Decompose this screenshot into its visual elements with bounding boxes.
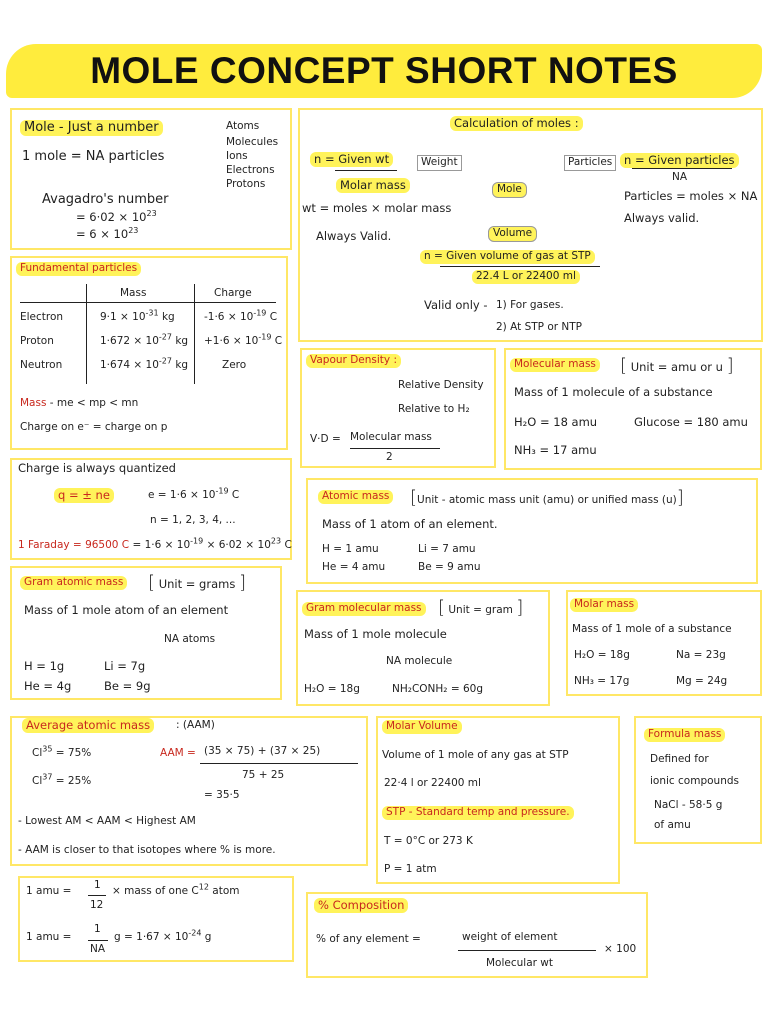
gram-atomic-he: He = 4g	[24, 679, 72, 693]
molar-volume-p: P = 1 atm	[384, 863, 437, 875]
vapour-rel-h2: Relative to H₂	[398, 403, 470, 415]
molar-volume-t: T = 0°C or 273 K	[384, 835, 473, 847]
atomic-mass-heading: Atomic mass	[318, 490, 393, 504]
gram-atomic-heading: Gram atomic mass	[20, 576, 127, 590]
atomic-mass-unit: [Unit - atomic mass unit (amu) or unified mass (u)]	[410, 487, 684, 508]
mole-list-protons: Protons	[226, 178, 266, 190]
gram-molecular-unit: [ Unit = gram ]	[438, 597, 524, 618]
mole-list-electrons: Electrons	[226, 164, 275, 176]
aam-cl35: Cl$^{35}$ = 75%	[32, 744, 92, 759]
fp-row-proton-charge: $+1\cdot 6 \times 10^{-19}$ C	[204, 332, 283, 347]
composition-tail: × 100	[604, 943, 637, 955]
molecular-mass-nh3: NH₃ = 17 amu	[514, 443, 597, 457]
calc-volume-node: Volume	[488, 226, 537, 242]
calc-n-given-wt: n = Given wt	[310, 152, 393, 167]
aam-abbr: : (AAM)	[176, 719, 215, 731]
molar-mass-na: Na = 23g	[676, 649, 726, 661]
molar-volume-box	[376, 716, 620, 884]
formula-mass-heading: Formula mass	[644, 728, 725, 742]
calc-cond-2: 2) At STP or NTP	[496, 321, 582, 333]
fp-row-proton-mass: $1\cdot 672 \times 10^{-27}$ kg	[100, 332, 189, 347]
calc-na: NA	[672, 171, 688, 183]
aam-label: AAM =	[160, 747, 196, 759]
atomic-mass-def: Mass of 1 atom of an element.	[322, 517, 498, 531]
aam-num: (35 × 75) + (37 × 25)	[204, 745, 321, 757]
amu-eq1-left: 1 amu =	[26, 885, 72, 897]
avogadro-value-2: = $6 \times 10^{23}$	[76, 226, 139, 241]
fp-mass-relation: Mass - me < mp < mn	[20, 397, 139, 409]
mole-list-molecules: Molecules	[226, 136, 279, 148]
mole-list-atoms: Atoms	[226, 120, 260, 132]
calc-always-valid-1: Always Valid.	[316, 229, 392, 243]
amu-eq1-num: 1	[94, 879, 101, 891]
gram-molecular-na: NA molecule	[386, 655, 453, 667]
vapour-den: 2	[386, 451, 393, 463]
charge-e-value: $e = 1\cdot 6 \times 10^{-19}$ C	[148, 486, 240, 501]
calc-mole-node: Mole	[492, 182, 527, 198]
gram-molecular-def: Mass of 1 mole molecule	[304, 627, 447, 641]
molecular-mass-def: Mass of 1 molecule of a substance	[514, 385, 713, 399]
molar-volume-stp: STP - Standard temp and pressure.	[382, 806, 574, 820]
calc-particles-node: Particles	[564, 155, 616, 171]
title-banner	[6, 44, 762, 98]
amu-eq1-den: 12	[90, 899, 104, 911]
fp-row-neutron-charge: Zero	[222, 359, 247, 371]
fp-row-electron-mass: $9\cdot 1 \times 10^{-31}$ kg	[100, 308, 175, 323]
gram-atomic-na-atoms: NA atoms	[164, 633, 216, 645]
molar-mass-h2o: H₂O = 18g	[574, 649, 630, 661]
gram-molecular-heading: Gram molecular mass	[302, 602, 426, 616]
fp-row-neutron-name: Neutron	[20, 359, 63, 371]
composition-den: Molecular wt	[486, 957, 553, 969]
fundamental-heading: Fundamental particles	[16, 262, 141, 276]
amu-eq2-right: $g = 1\cdot 67 \times 10^{-24}$ g	[114, 928, 212, 943]
atomic-mass-li: Li = 7 amu	[418, 543, 476, 555]
faraday-eq: 1 Faraday = 96500 $C = 1\cdot 6 \times 10^{-19} \times 6\cdot 02 \times 10^{23}$ C	[18, 536, 292, 551]
composition-left: % of any element =	[316, 933, 421, 945]
mole-list-ions: Ions	[226, 150, 248, 162]
calc-n-volume: n = Given volume of gas at STP	[420, 250, 595, 264]
molar-mass-def: Mass of 1 mole of a substance	[572, 623, 732, 635]
calc-n-particles: n = Given particles	[620, 153, 739, 168]
mole-definition: 1 mole = NA particles	[22, 149, 165, 164]
vapour-heading: Vapour Density :	[306, 354, 401, 368]
composition-num: weight of element	[462, 931, 558, 943]
formula-mass-nacl: NaCl - 58·5 g	[654, 799, 723, 811]
calc-wt-eq: wt = moles × molar mass	[302, 201, 452, 215]
composition-heading: % Composition	[314, 898, 408, 913]
molar-volume-val: 22·4 l or 22400 ml	[384, 777, 481, 789]
amu-eq1-right: × mass of one $C^{12}$ atom	[112, 882, 240, 897]
charge-quantized-text: Charge is always quantized	[18, 461, 176, 475]
calc-molar-mass: Molar mass	[336, 178, 410, 193]
formula-mass-nacl-2: of amu	[654, 819, 691, 831]
fp-row-electron-charge: $-1\cdot 6 \times 10^{-19}$ C	[204, 308, 278, 323]
gram-atomic-def: Mass of 1 mole atom of an element	[24, 603, 229, 617]
formula-mass-def-1: Defined for	[650, 753, 709, 765]
fp-row-neutron-mass: $1\cdot 674 \times 10^{-27}$ kg	[100, 356, 189, 371]
aam-heading: Average atomic mass	[22, 718, 154, 733]
calc-always-valid-2: Always valid.	[624, 211, 700, 225]
page-title: MOLE CONCEPT SHORT NOTES	[90, 50, 678, 91]
calc-heading: Calculation of moles :	[450, 116, 583, 131]
vapour-rel-density: Relative Density	[398, 379, 484, 391]
avogadro-value-1: = $6\cdot 02 \times 10^{23}$	[76, 209, 157, 224]
aam-den: 75 + 25	[242, 769, 285, 781]
molar-volume-heading: Molar Volume	[382, 720, 462, 734]
gram-atomic-h: H = 1g	[24, 659, 65, 673]
molecular-mass-glucose: Glucose = 180 amu	[634, 415, 748, 429]
amu-eq2-left: 1 amu =	[26, 931, 72, 943]
fp-col-charge: Charge	[214, 287, 252, 299]
gram-molecular-h2o: H₂O = 18g	[304, 683, 360, 695]
aam-note-1: - Lowest AM < AAM < Highest AM	[18, 815, 196, 827]
molar-mass-heading: Molar mass	[570, 598, 638, 612]
calc-particles-eq: Particles = moles × NA	[624, 189, 758, 203]
amu-eq2-den: NA	[90, 943, 106, 955]
gram-atomic-be: Be = 9g	[104, 679, 151, 693]
calc-weight-node: Weight	[417, 155, 462, 171]
fp-row-electron-name: Electron	[20, 311, 64, 323]
atomic-mass-he: He = 4 amu	[322, 561, 386, 573]
vapour-vd-label: V·D =	[310, 433, 341, 445]
calc-cond-1: 1) For gases.	[496, 299, 564, 311]
formula-mass-def-2: ionic compounds	[650, 775, 739, 787]
amu-eq2-num: 1	[94, 923, 101, 935]
aam-result: = 35·5	[204, 789, 240, 801]
aam-note-2: - AAM is closer to that isotopes where % is more.	[18, 844, 276, 856]
gram-atomic-li: Li = 7g	[104, 659, 146, 673]
atomic-mass-h: H = 1 amu	[322, 543, 379, 555]
fp-charge-relation: Charge on e⁻ = charge on p	[20, 421, 168, 433]
molecular-mass-h2o: H₂O = 18 amu	[514, 415, 598, 429]
gram-atomic-unit: [ Unit = grams ]	[148, 572, 247, 593]
atomic-mass-be: Be = 9 amu	[418, 561, 481, 573]
charge-n-values: n = 1, 2, 3, 4, ...	[150, 514, 236, 526]
mole-heading: Mole - Just a number	[20, 120, 163, 136]
calc-stp-den: 22.4 L or 22400 ml	[472, 270, 580, 284]
gram-molecular-urea: NH₂CONH₂ = 60g	[392, 683, 484, 695]
molar-mass-mg: Mg = 24g	[676, 675, 728, 687]
calc-valid-only: Valid only -	[424, 298, 488, 312]
aam-cl37: Cl$^{37}$ = 25%	[32, 772, 92, 787]
molar-volume-def: Volume of 1 mole of any gas at STP	[382, 749, 569, 761]
molecular-mass-heading: Molecular mass	[510, 358, 600, 372]
fp-col-mass: Mass	[120, 287, 147, 299]
molar-mass-nh3: NH₃ = 17g	[574, 675, 630, 687]
vapour-num: Molecular mass	[350, 431, 432, 443]
fp-row-proton-name: Proton	[20, 335, 54, 347]
charge-q-eq: q = ± ne	[54, 488, 114, 503]
avogadro-label: Avagadro's number	[42, 192, 169, 207]
molecular-mass-unit: [ Unit = amu or u ]	[620, 355, 734, 376]
